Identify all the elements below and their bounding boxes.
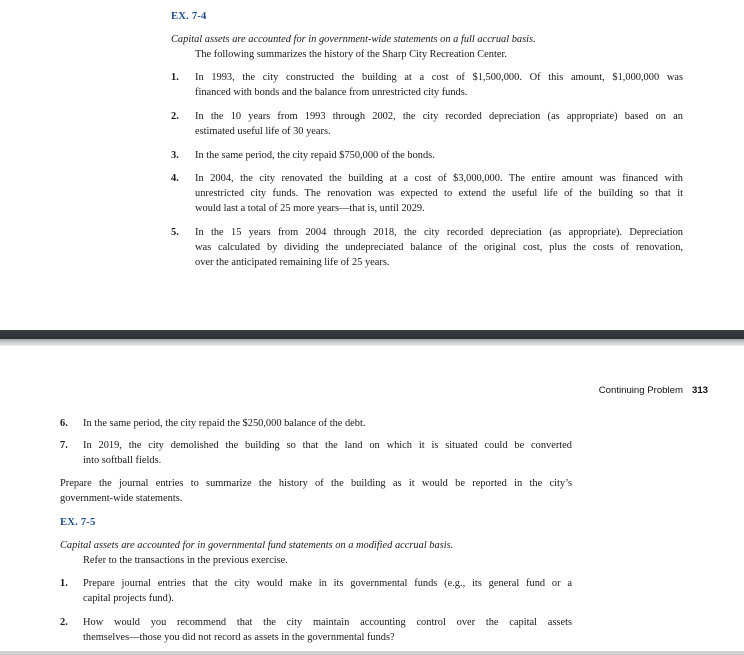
exercise-7-5-intro: Refer to the transactions in the previous exercise. [83, 555, 288, 566]
running-head-title: Continuing Problem [598, 385, 683, 396]
text-line: capital projects fund). [83, 593, 174, 605]
text-line: over the anticipated remaining life of 25 years. [195, 257, 390, 269]
list-item-text [83, 576, 572, 606]
text-line: themselves—those you did not record as assets in the governmental funds? [83, 632, 395, 644]
list-item-text [195, 70, 683, 100]
running-head [599, 383, 708, 398]
text-line: In 2004, the city renovated the building at a cost of $3,000,000. The entire amount was financed with [195, 173, 683, 184]
exercise-7-4-italic-intro: Capital assets are accounted for in government-wide statements on a full accrual basis. [171, 34, 536, 45]
list-item-text [83, 416, 572, 431]
text-line: Prepare journal entries that the city would make in its governmental funds (e.g., its general fund or a [83, 578, 572, 589]
text-line: In the 15 years from 2004 through 2018, the city recorded depreciation (as appropriate). Depreciation [195, 227, 683, 238]
text-line: In the 10 years from 1993 through 2002, the city recorded depreciation (as appropriate) based on an [195, 111, 683, 122]
instruction-paragraph [60, 476, 572, 506]
bottom-edge [0, 651, 744, 655]
page-number: 313 [691, 385, 708, 396]
text-line: was calculated by dividing the undepreciated balance of the original cost, plus the costs of renovation, [195, 242, 683, 254]
list-item-number: 7. [60, 440, 68, 451]
text-line: Prepare the journal entries to summarize the history of the building as it would be reported in the city’s [60, 478, 572, 489]
text-line: into softball fields. [83, 455, 162, 467]
lower-page [0, 346, 744, 655]
text-line: How would you recommend that the city maintain accounting control over the capital assets [83, 617, 572, 628]
list-item-text [83, 438, 572, 468]
text-line: In the same period, the city repaid $750,000 of the bonds. [195, 150, 435, 161]
list-item-number: 2. [171, 111, 179, 122]
list-item-number: 6. [60, 418, 68, 429]
text-line: In the same period, the city repaid the $250,000 balance of the debt. [83, 418, 366, 429]
exercise-heading-7-4: EX. 7-4 [171, 11, 207, 22]
text-line: In 1993, the city constructed the building at a cost of $1,500,000. Of this amount, $1,000,000 was [195, 72, 683, 83]
text-line: financed with bonds and the balance from unrestricted city funds. [195, 87, 468, 99]
list-item-number: 1. [171, 72, 179, 83]
page-divider [0, 330, 744, 346]
text-line: estimated useful life of 30 years. [195, 126, 331, 138]
list-item-text [195, 109, 683, 139]
exercise-7-5-italic-intro: Capital assets are accounted for in governmental fund statements on a modified accrual basis. [60, 540, 454, 551]
list-item-text [195, 225, 683, 271]
text-line: In 2019, the city demolished the building so that the land on which it is situated could be converted [83, 440, 572, 451]
exercise-7-4-intro: The following summarizes the history of the Sharp City Recreation Center. [195, 49, 507, 60]
text-line: unrestricted city funds. The renovation was expected to extend the useful life of the building so that it [195, 188, 683, 200]
list-item-number: 5. [171, 227, 179, 238]
text-line: government-wide statements. [60, 493, 183, 505]
exercise-heading-7-5: EX. 7-5 [60, 517, 96, 528]
list-item-text [195, 171, 683, 217]
list-item-text [83, 615, 572, 645]
list-item-number: 2. [60, 617, 68, 628]
list-item-number: 1. [60, 578, 68, 589]
list-item-text [195, 148, 683, 163]
text-line: would last a total of 25 more years—that is, until 2029. [195, 203, 425, 215]
list-item-number: 3. [171, 150, 179, 161]
list-item-number: 4. [171, 173, 179, 184]
